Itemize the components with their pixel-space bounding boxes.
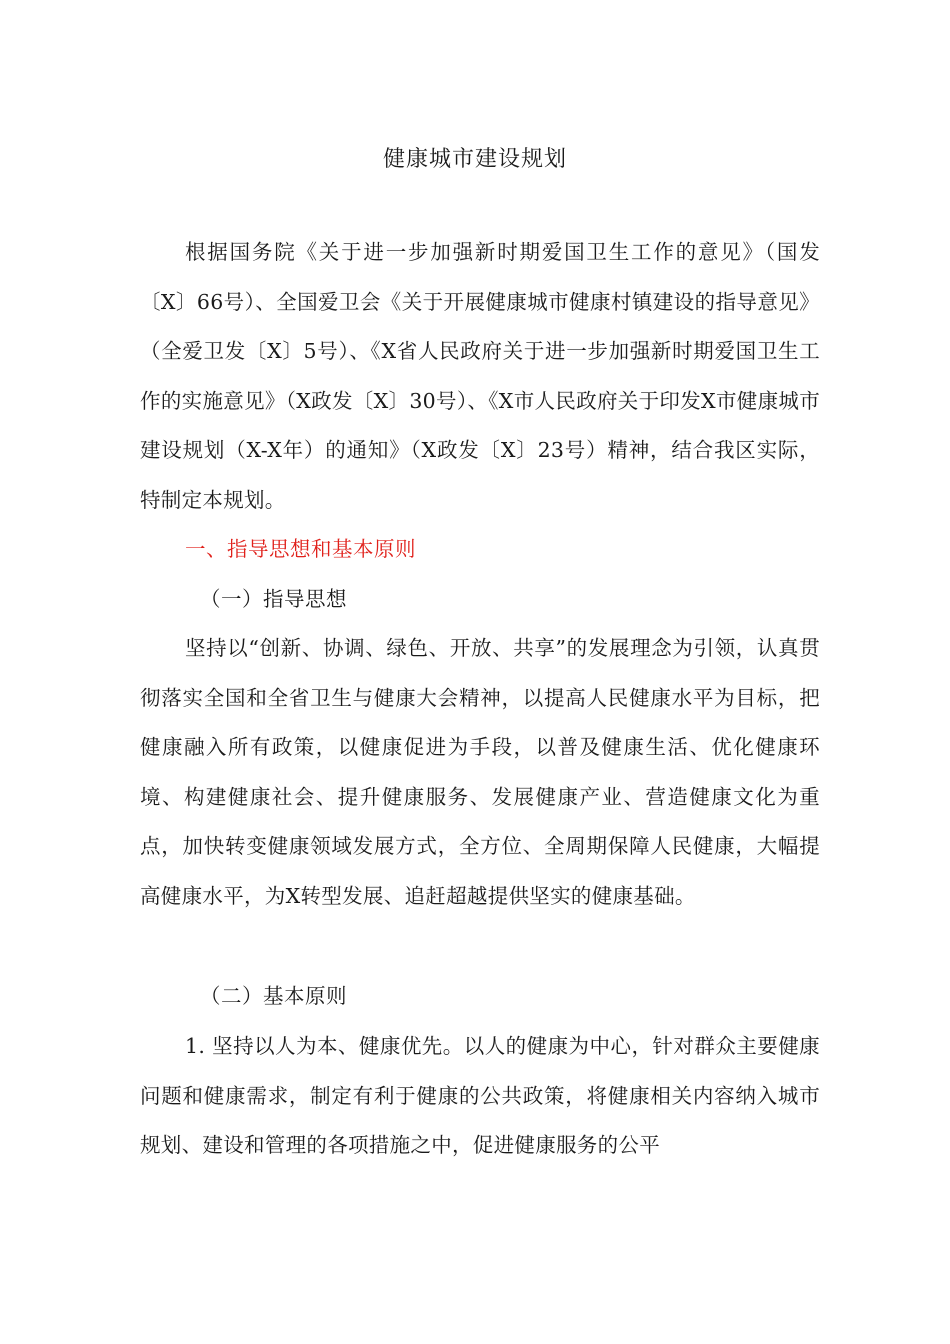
guiding-ideology-paragraph: 坚持以“创新、协调、绿色、开放、共享”的发展理念为引领，认真贯彻落实全国和全省卫生与健康大会精神，以提高人民健康水平为目标，把健康融入所有政策，以健康促进为手段，以普及健康生活、优化健康环境、构建健康社会、提升健康服务、发展健康产业、营造健康文化为重点，加快转变健康领域发展方式，全方位、全周期保障人民健康，大幅提高健康水平，为X转型发展、追赶超越提供坚实的健康基础。 (140, 636, 820, 908)
principle-1-paragraph: 1. 坚持以人为本、健康优先。以人的健康为中心，针对群众主要健康问题和健康需求，制定有利于健康的公共政策，将健康相关内容纳入城市规划、建设和管理的各项措施之中，促进健康服务的公平 (140, 1034, 820, 1157)
subsection-heading-guiding-ideology: （一）指导思想 (200, 587, 347, 611)
section-heading-guiding-ideology: 一、指导思想和基本原则 (185, 537, 416, 561)
document-title: 健康城市建设规划 (382, 147, 567, 172)
subsection-heading-basic-principles: （二）基本原则 (200, 984, 347, 1008)
intro-paragraph: 根据国务院《关于进一步加强新时期爱国卫生工作的意见》（国发〔X〕66号）、全国爱卫会《关于开展健康城市健康村镇建设的指导意见》（全爱卫发〔X〕5号）、《X省人民政府关于进一步加强新时期爱国卫生工作的实施意见》（X政发〔X〕30号）、《X市人民政府关于印发X市健康城市建设规划（X-X年）的通知》（X政发〔X〕23号）精神，结合我区实际，特制定本规划。 (140, 240, 820, 512)
